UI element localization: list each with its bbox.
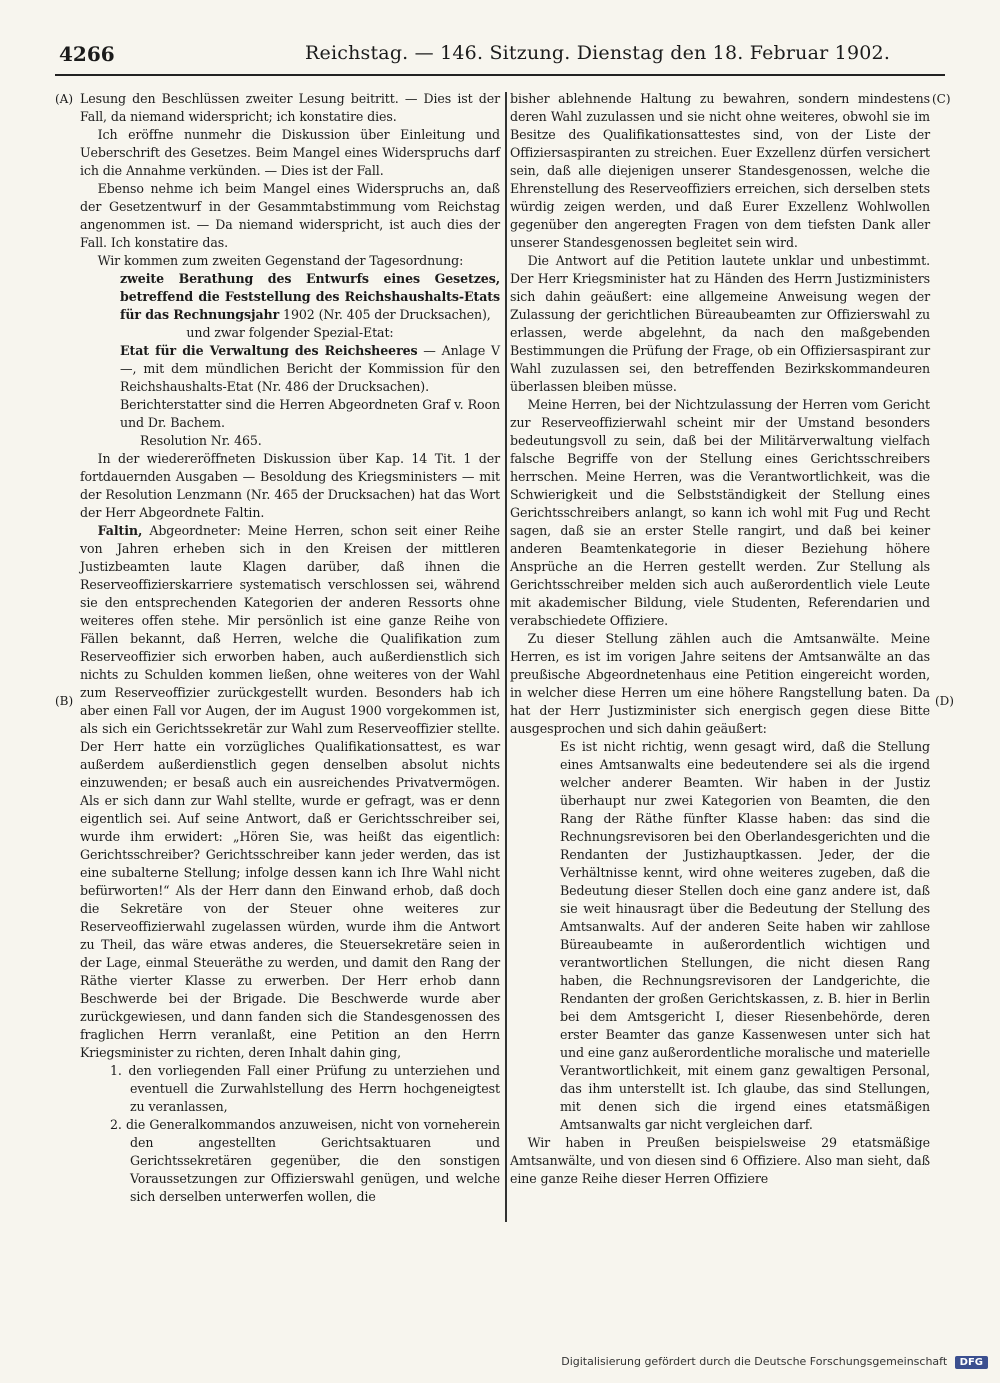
speaker-name: Faltin,: [97, 523, 143, 538]
agenda-item: [120, 270, 500, 324]
column-divider: [505, 92, 507, 1222]
rapporteurs: Berichterstatter sind die Herren Abgeordneten Graf v. Roon und Dr. Bachem.: [120, 397, 500, 430]
paragraph: und zwar folgender Spezial-Etat:: [186, 325, 394, 340]
paragraph: bisher ablehnende Haltung zu bewahren, sondern mindestens deren Wahl zuzulassen und sie nicht ohne weiteres, obwohl sie im Besitze des Qualifikationsattestes sind, von der Liste der Offiziersaspiranten zu streichen. Euer Exzellenz dürfen versichert sein, daß alle diejenigen unserer Standesgenossen, welche die Ehrenstellung des Reserveoffiziers erreichen, sich derselben stets würdig zeigen werden, und daß Eurer Exzellenz Wohlwollen gegenüber den angeregten Fragen von dem tiefsten Dank aller unserer Standesgenossen begleitet sein wird.: [510, 91, 930, 250]
right-column: [510, 90, 930, 1188]
paragraph: In der wiedereröffneten Diskussion über Kap. 14 Tit. 1 der fortdauernden Ausgaben — Besoldung des Kriegsministers — mit der Resolution Lenzmann (Nr. 465 der Drucksachen) hat das Wort der Herr Abgeordnete Faltin.: [80, 451, 500, 520]
budget-ref: — Anlage V —, mit dem mündlichen Bericht der Kommission für den Reichshaushalts-Etat (Nr. 486 der Drucksachen).: [120, 343, 501, 394]
resolution: Resolution Nr. 465.: [140, 433, 262, 448]
paragraph: Die Antwort auf die Petition lautete unklar und unbestimmt. Der Herr Kriegsminister hat zu Händen des Herrn Justizministers sich dahin geäußert: eine allgemeine Anweisung wegen der Zulassung der gerichtlichen Büreaubeamten zur Offizierswahl zu erlassen, werde abgelehnt, da nach den maßgebenden Bestimmungen die Prüfung der Frage, ob ein Offiziersaspirant zur Wahl zuzulassen sei, den betreffenden Bezirkskommandeuren überlassen bleiben müsse.: [510, 253, 930, 394]
margin-mark-b: (B): [55, 694, 74, 708]
paragraph: Ebenso nehme ich beim Mangel eines Widerspruchs an, daß der Gesetzentwurf in der Gesammtabstimmung vom Reichstag angenommen ist. — Da niemand widerspricht, ist auch dies der Fall. Ich konstatire das.: [80, 181, 500, 250]
footer-credit: [561, 1355, 988, 1369]
footer-text: Digitalisierung gefördert durch die Deutsche Forschungsgemeinschaft: [561, 1355, 948, 1368]
agenda-title: zweite Berathung des Entwurfs eines Gesetzes, betreffend die Feststellung des Reichshaushalts-Etats für das Rechnungsjahr: [120, 271, 500, 322]
budget-title: Etat für die Verwaltung des Reichsheeres: [120, 343, 418, 358]
paragraph: Lesung den Beschlüssen zweiter Lesung beitritt. — Dies ist der Fall, da niemand widerspricht; ich konstatire dies.: [80, 91, 500, 124]
dfg-logo: DFG: [955, 1356, 988, 1369]
paragraph: Zu dieser Stellung zählen auch die Amtsanwälte. Meine Herren, es ist im vorigen Jahre seitens der Amtsanwälte an das preußische Abgeordnetenhaus eine Petition eingereicht worden, in welcher diese Herren um eine höhere Rangstellung baten. Da hat der Herr Justizminister sich energisch gegen diese Bitte ausgesprochen und sich dahin geäußert:: [510, 631, 930, 736]
agenda-ref: 1902 (Nr. 405 der Drucksachen),: [283, 307, 491, 322]
margin-mark-c: (C): [932, 92, 951, 106]
paragraph: Wir kommen zum zweiten Gegenstand der Tagesordnung:: [97, 253, 464, 268]
speech-text: Abgeordneter: Meine Herren, schon seit einer Reihe von Jahren erheben sich in den Kreisen der mittleren Justizbeamten laute Klagen darüber, daß ihnen die Reserveoffizierskarriere systematisch verschlossen sei, während sie den entsprechenden Kategorien der anderen Ressorts ohne weiteres offen stehe. Mir persönlich ist eine ganze Reihe von Fällen bekannt, daß Herren, welche die Qualifikation zum Reserveoffizier sich erworben haben, auch außerdienstlich sich nichts zu Schulden kommen ließen, ohne weiteres von der Wahl zum Reserveoffizier zurückgestellt wurden. Besonders hab ich aber einen Fall vor Augen, der im August 1900 vorgekommen ist, als sich ein Gerichtssekretär zur Wahl zum Reserveoffizier stellte. Der Herr hatte ein vorzügliches Qualifikationsattest, es war außerdem außerdienstlich gegen denselben absolut nichts einzuwenden; er besaß auch ein ausreichendes Privatvermögen. Als er sich dann zur Wahl stellte, wurde er gefragt, was er denn eigentlich sei. Auf seine Antwort, daß er Gerichtsschreiber sei, wurde ihm erwidert: „Hören Sie, was heißt das eigentlich: Gerichtsschreiber? Gerichtsschreiber kann jeder werden, das ist eine subalterne Stellung; infolge dessen kann ich Ihre Wahl nicht befürworten!“ Als der Herr dann den Einwand erhob, daß doch die Sekretäre von der Steuer ohne weiteres zur Reserveoffizierwahl zugelassen würden, wurde ihm die Antwort zu Theil, das wäre etwas anderes, die Steuersekretäre seien in der Lage, einmal Steueräthe zu werden, und damit den Rang der Räthe vierter Klasse zu erwerben. Der Herr erhob dann Beschwerde bei der Brigade. Die Beschwerde wurde aber zurückgewiesen, und dann fanden sich die Standesgenossen des fraglichen Herrn veranlaßt, eine Petition an den Herrn Kriegsminister zu richten, deren Inhalt dahin ging,: [80, 523, 500, 1060]
paragraph: Ich eröffne nunmehr die Diskussion über Einleitung und Ueberschrift des Gesetzes. Beim Mangel eines Widerspruchs darf ich die Annahme verkünden. — Dies ist der Fall.: [80, 127, 500, 178]
speech: [80, 522, 500, 1062]
page-header: [55, 34, 945, 76]
list-item: 2. die Generalkommandos anzuweisen, nicht von vorneherein den angestellten Gerichtsaktuaren und Gerichtssekretären gegenüber, die den sonstigen Voraussetzungen zur Offizierswahl genügen, und welche sich derselben unterwerfen wollen, die: [110, 1117, 500, 1204]
margin-mark-d: (D): [935, 694, 954, 708]
paragraph: Meine Herren, bei der Nichtzulassung der Herren vom Gericht zur Reserveoffizierwahl scheint mir der Umstand besonders bedeutungsvoll zu sein, daß bei der Militärverwaltung vielfach falsche Begriffe von der Stellung eines Gerichtsschreibers herrschen. Meine Herren, was die Verantwortlichkeit, was die Schwierigkeit und die Selbstständigkeit der Stellung eines Gerichtsschreibers anlangt, so kann ich wohl mit Fug und Recht sagen, daß sie an erster Stelle rangirt, und daß bei keiner anderen Beamtenkategorie in dieser Beziehung höhere Ansprüche an die Herren gestellt werden. Zur Stellung als Gerichtsschreiber melden sich auch außerordentlich viele Leute mit akademischer Bildung, viele Studenten, Referendarien und verabschiedete Offiziere.: [510, 397, 930, 628]
page-number: 4266: [59, 42, 115, 66]
margin-mark-a: (A): [55, 92, 74, 106]
running-title: Reichstag. — 146. Sitzung. Dienstag den 18. Februar 1902.: [305, 42, 891, 64]
paragraph: Wir haben in Preußen beispielsweise 29 etatsmäßige Amtsanwälte, und von diesen sind 6 Offiziere. Also man sieht, daß eine ganze Reihe dieser Herren Offiziere: [510, 1135, 930, 1186]
left-column: [80, 90, 500, 1206]
budget-item: [120, 342, 500, 396]
block-quote: Es ist nicht richtig, wenn gesagt wird, daß die Stellung eines Amtsanwalts eine bedeutendere sei als die irgend welcher anderer Beamten. Wir haben in der Justiz überhaupt nur zwei Kategorien von Beamten, die den Rang der Räthe fünfter Klasse haben: das sind die Rechnungsrevisoren bei den Oberlandesgerichten und die Rendanten der Justizhauptkassen. Jeder, der die Verhältnisse kennt, wird ohne weiteres zugeben, daß die Bedeutung dieser Stellen doch eine ganz andere ist, daß sie weit hinausragt über die Bedeutung der Stellung des Amtsanwalts. Auf der anderen Seite haben wir zahllose Büreaubeamte in außerordentlich wichtigen und verantwortlichen Stellungen, die nicht diesen Rang haben, die Rechnungsrevisoren der Landgerichte, die Rendanten der großen Gerichtskassen, z. B. hier in Berlin bei dem Amtsgericht I, dieser Riesenbehörde, deren erster Beamter das ganze Kassenwesen unter sich hat und eine ganz außerordentliche moralische und materielle Verantwortlichkeit, mit einem ganz gewaltigen Personal, das ihm unterstellt ist. Ich glaube, das sind Stellungen, mit denen sich die irgend eines etatsmäßigen Amtsanwalts gar nicht vergleichen darf.: [560, 739, 930, 1132]
list-item: 1. den vorliegenden Fall einer Prüfung zu unterziehen und eventuell die Zurwahlstellung des Herrn hochgeneigtest zu veranlassen,: [110, 1063, 500, 1114]
